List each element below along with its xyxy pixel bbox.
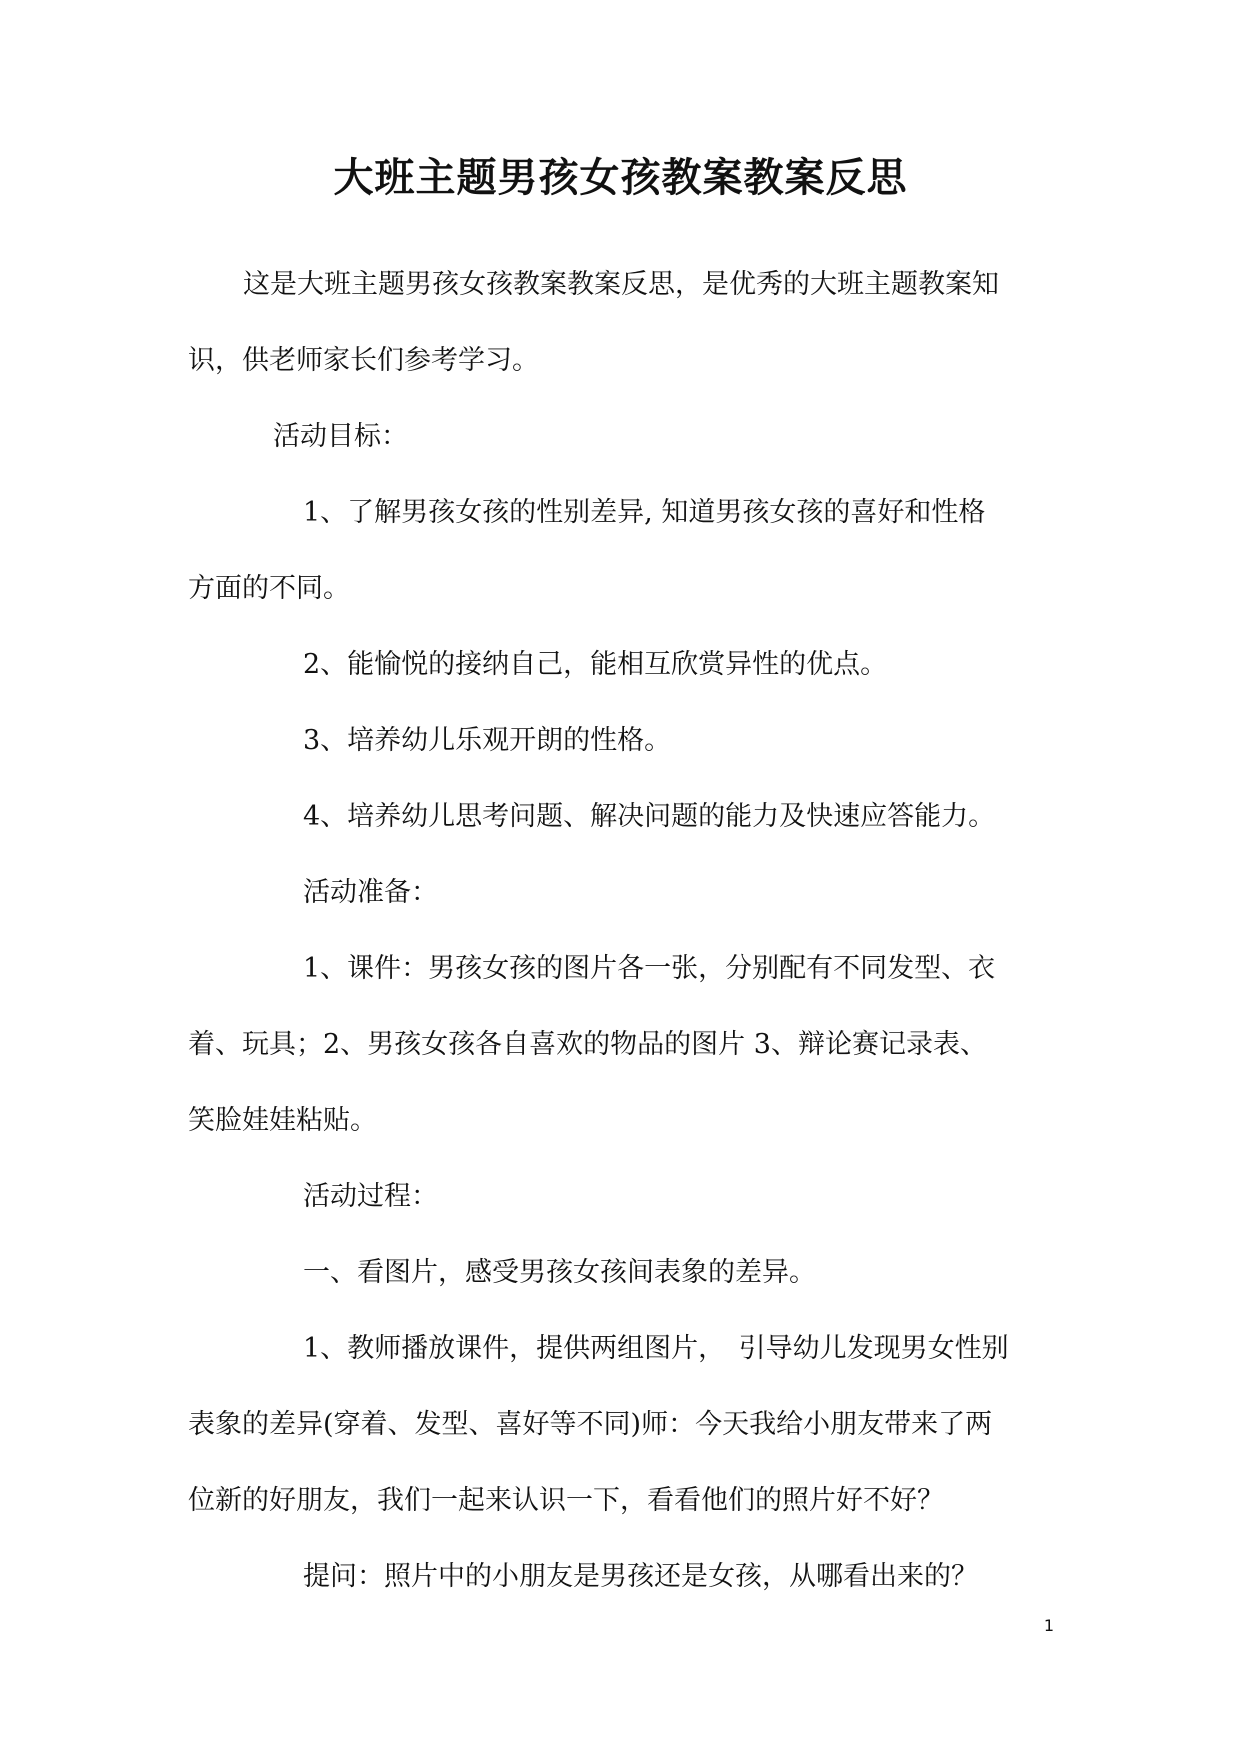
goal-1-line-1: 1、了解男孩女孩的性别差异, 知道男孩女孩的喜好和性格 — [303, 497, 986, 528]
process-step-1-heading: 一、看图片，感受男孩女孩间表象的差异。 — [303, 1257, 816, 1288]
preparation-line-2: 着、玩具；2、男孩女孩各自喜欢的物品的图片 3、辩论赛记录表、 — [188, 1029, 987, 1060]
intro-line-1: 这是大班主题男孩女孩教案教案反思，是优秀的大班主题教案知 — [243, 269, 999, 300]
process-line-3: 位新的好朋友，我们一起来认识一下，看看他们的照片好不好？ — [188, 1485, 944, 1516]
process-line-1: 1、教师播放课件，提供两组图片， 引导幼儿发现男女性别 — [303, 1333, 1009, 1364]
intro-line-2: 识，供老师家长们参考学习。 — [188, 345, 539, 376]
section-heading-goals: 活动目标： — [273, 421, 408, 452]
goal-2: 2、能愉悦的接纳自己，能相互欣赏异性的优点。 — [303, 649, 888, 680]
goal-1-line-2: 方面的不同。 — [188, 573, 350, 604]
section-heading-preparation: 活动准备： — [303, 877, 438, 908]
process-line-2: 表象的差异(穿着、发型、喜好等不同)师：今天我给小朋友带来了两 — [188, 1409, 993, 1440]
page-number: 1 — [1043, 1616, 1054, 1635]
section-heading-process: 活动过程： — [303, 1181, 438, 1212]
preparation-line-3: 笑脸娃娃粘贴。 — [188, 1105, 377, 1136]
goal-4: 4、培养幼儿思考问题、解决问题的能力及快速应答能力。 — [303, 801, 996, 832]
goal-3: 3、培养幼儿乐观开朗的性格。 — [303, 725, 672, 756]
document-title: 大班主题男孩女孩教案教案反思 — [333, 154, 908, 201]
process-question: 提问：照片中的小朋友是男孩还是女孩，从哪看出来的？ — [303, 1561, 978, 1592]
preparation-line-1: 1、课件：男孩女孩的图片各一张，分别配有不同发型、衣 — [303, 953, 996, 984]
